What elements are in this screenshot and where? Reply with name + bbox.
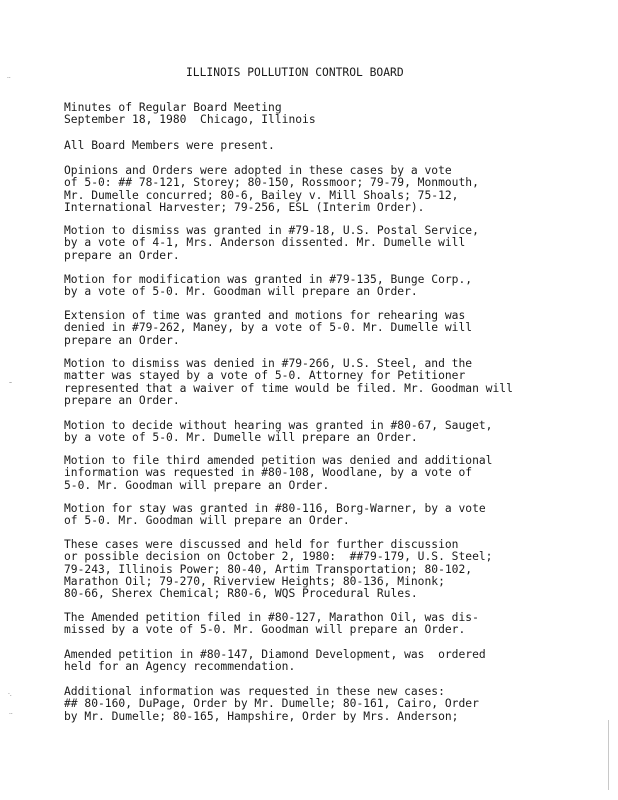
paragraph: These cases were discussed and held for further discussion or possible decision on October 2, 1980: ##79-179, U.S. Steel; 79-243, Illinois Power; 80-40, Artim Transportation; 80-102, Marathon Oil; 79-270, Riverview Heights; 80-136, Minonk; 80-66, Sherex Chemical; R80-6, WQS Procedural Rules. — [64, 538, 493, 601]
meeting-heading: Minutes of Regular Board Meeting September 18, 1980 Chicago, Illinois — [64, 101, 316, 127]
paragraph: Motion to dismiss was granted in #79-18, U.S. Postal Service, by a vote of 4-1, Mrs. Anderson dissented. Mr. Dumelle will prepare an Order. — [64, 224, 479, 262]
paragraph: Motion for stay was granted in #80-116, Borg-Warner, by a vote of 5-0. Mr. Goodman will prepare an Order. — [64, 502, 486, 528]
paragraph: Motion for modification was granted in #79-135, Bunge Corp., by a vote of 5-0. Mr. Goodman will prepare an Order. — [64, 273, 473, 299]
paragraph: Extension of time was granted and motions for rehearing was denied in #79-262, Maney, by a vote of 5-0. Mr. Dumelle will prepare an Order. — [64, 309, 473, 347]
paragraph: Additional information was requested in these new cases: ## 80-160, DuPage, Order by Mr. Dumelle; 80-161, Cairo, Order by Mr. Dumelle; 80-165, Hampshire, Order by Mrs. Anderson; — [64, 685, 479, 723]
paragraph: Opinions and Orders were adopted in these cases by a vote of 5-0: ## 78-121, Storey; 80-150, Rossmoor; 79-79, Monmouth, Mr. Dumelle concurred; 80-6, Bailey v. Mill Shoals; 75-12, International Harvester; 79-256, ESL (Interim Order). — [64, 164, 479, 214]
paragraph: The Amended petition filed in #80-127, Marathon Oil, was dis- missed by a vote of 5-0. Mr. Goodman will prepare an Order. — [64, 611, 479, 637]
margin-mark: ·· — [9, 711, 13, 718]
paragraph: Amended petition in #80-147, Diamond Development, was ordered held for an Agency recommendation. — [64, 648, 486, 674]
scan-edge-line — [608, 720, 609, 790]
paragraph: Motion to file third amended petition was denied and additional information was requested in #80-108, Woodlane, by a vote of 5-0. Mr. Goodman will prepare an Order. — [64, 454, 493, 492]
paragraph: All Board Members were present. — [64, 139, 275, 152]
margin-mark: ·. — [8, 691, 12, 698]
paragraph: Motion to dismiss was denied in #79-266, U.S. Steel, and the matter was stayed by a vote of 5-0. Attorney for Petitioner represented that a waiver of time would be filed. Mr. Goodman will prepare an Order. — [64, 357, 513, 407]
margin-mark: – — [9, 379, 12, 386]
margin-mark: .. — [7, 73, 11, 80]
paragraph: Motion to decide without hearing was granted in #80-67, Sauget, by a vote of 5-0. Mr. Dumelle will prepare an Order. — [64, 419, 493, 445]
document-title: ILLINOIS POLLUTION CONTROL BOARD — [186, 66, 404, 79]
